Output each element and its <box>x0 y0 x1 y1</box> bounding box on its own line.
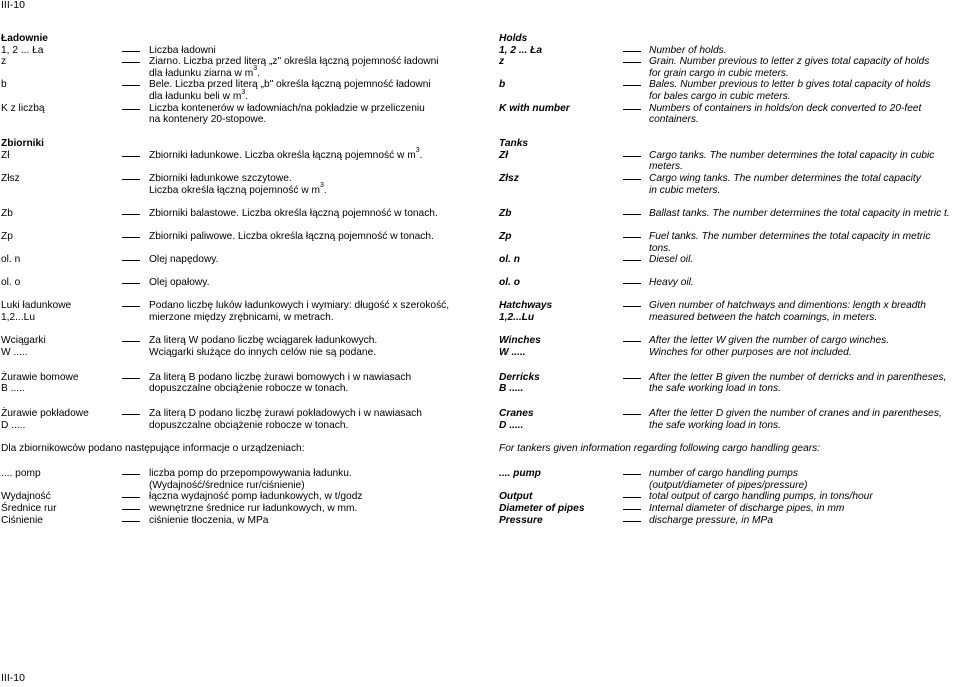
entry-wing-tanks <box>1 173 476 208</box>
description: discharge pressure, in MPa <box>649 514 774 526</box>
desc-line-2: dopuszczalne obciążenie robocze w tonach. <box>149 419 349 431</box>
entry-heavy-oil <box>499 277 960 300</box>
desc-line-2: for bales cargo in cubic meters. <box>649 90 791 102</box>
description: ciśnienie tłoczenia, w MPa <box>149 514 269 526</box>
term: Pressure <box>499 514 543 526</box>
superscript: 3 <box>253 65 258 73</box>
description <box>649 79 930 102</box>
desc-line-1: Bele. Liczba przed literą „b" określa łączną pojemność ładowni <box>149 79 431 91</box>
entry-output <box>499 491 960 503</box>
term: Zł <box>499 149 509 161</box>
description <box>149 103 425 126</box>
term: Diameter of pipes <box>499 503 585 515</box>
description: Internal diameter of discharge pipes, in mm <box>649 503 845 515</box>
term: ol. o <box>499 277 520 289</box>
term-line-2: W ..... <box>499 346 526 358</box>
description <box>149 372 411 395</box>
term-line-2: W ..... <box>1 346 28 358</box>
description <box>649 408 942 431</box>
desc-line-1: Bales. Number previous to letter b gives total capacity of holds <box>649 79 931 91</box>
dash <box>623 51 641 52</box>
description <box>149 408 422 431</box>
entry-ballast-tanks <box>499 208 960 231</box>
desc-line-1: Cargo wing tanks. The number determines the total capacity <box>649 172 921 184</box>
desc-line-1: Ziarno. Liczba przed literą „z" określa łączną pojemność ładowni <box>149 56 439 68</box>
dash <box>122 341 140 342</box>
term: Zp <box>499 230 512 242</box>
desc-line-1: Zbiorniki ładunkowe szczytowe. <box>149 172 292 184</box>
description: Heavy oil. <box>649 277 694 289</box>
superscript: 3 <box>241 88 246 96</box>
entry-output <box>1 491 476 503</box>
description: Number of holds. <box>649 44 727 56</box>
description <box>649 103 921 126</box>
term-line-1: Derricks <box>499 371 540 383</box>
entry-cranes <box>499 408 960 443</box>
term-line-1: Wciągarki <box>1 335 46 347</box>
entry-wing-tanks <box>499 173 960 208</box>
dash <box>122 179 140 180</box>
dash <box>623 214 641 215</box>
term: Zb <box>499 207 512 219</box>
desc-line-1: Zbiorniki ładunkowe. Liczba określa łączną pojemność w m <box>149 149 416 161</box>
dash <box>623 260 641 261</box>
desc-line-1: After the letter B given the number of derricks and in parentheses, <box>649 371 947 383</box>
term: b <box>499 79 506 91</box>
description: Liczba ładowni <box>149 44 216 56</box>
dash <box>122 260 140 261</box>
holds-heading: Ładownie <box>1 33 48 44</box>
entry-bale <box>499 79 960 102</box>
term-line-2: 1,2...Lu <box>1 312 35 324</box>
english-column <box>499 33 960 526</box>
dash <box>122 156 140 157</box>
term-line-2: D ..... <box>499 419 524 431</box>
entry-grain <box>1 56 476 79</box>
desc-line-2: tons. <box>649 242 672 254</box>
entry-hatchways <box>1 300 476 335</box>
dash <box>623 237 641 238</box>
description: Ziarno. Liczba przed literą „z" określa łączną pojemność ładowni dla ładunku ziarna w $m^3$. <box>149 56 439 79</box>
dash <box>623 85 641 86</box>
desc-line-1: Za literą D podano liczbę żurawi pokładowych i w nawiasach <box>149 408 422 420</box>
desc-line-2: meters. <box>649 161 683 173</box>
term: Złsz <box>1 172 20 184</box>
entry-fuel-tanks <box>499 231 960 254</box>
term: Średnice rur <box>1 503 57 515</box>
tankers-intro: For tankers given information regarding following cargo handling gears: <box>499 443 821 455</box>
desc-line-1: Given number of hatchways and dimentions: length x breadth <box>649 300 926 312</box>
entry-ballast-tanks <box>1 208 476 231</box>
entry-hatchways <box>499 300 960 335</box>
desc-line-1: Podano liczbę luków ładunkowych i wymiary: długość x szerokość, <box>149 300 450 312</box>
term: Złsz <box>499 172 519 184</box>
term <box>499 372 540 395</box>
dash <box>623 179 641 180</box>
entry-pipes <box>499 503 960 515</box>
term <box>1 335 46 358</box>
description: Zbiorniki paliwowe. Liczba określa łączną pojemność w tonach. <box>149 230 434 242</box>
dash <box>623 306 641 307</box>
term: ol. o <box>1 277 21 289</box>
entry-pressure <box>499 515 960 527</box>
entry-grain <box>499 56 960 79</box>
description: Bele. Liczba przed literą „b" określa łączną pojemność ładowni dla ładunku beli w $m^3$. <box>149 79 431 102</box>
description <box>649 372 946 395</box>
dash <box>122 214 140 215</box>
term-line-2: B ..... <box>1 383 25 395</box>
term: Zł <box>1 149 10 161</box>
entry-cargo-tanks <box>499 150 960 173</box>
desc-line-1: Grain. Number previous to letter z gives total capacity of holds <box>649 56 930 68</box>
desc-line-2: Wciągarki służące do innych celów nie są podane. <box>149 346 377 358</box>
dash <box>122 497 140 498</box>
entry-holds-count <box>499 45 960 57</box>
entry-cranes <box>1 408 476 443</box>
entry-holds-count <box>1 45 476 57</box>
description <box>649 300 926 323</box>
description <box>149 468 352 491</box>
entry-derricks <box>1 372 476 408</box>
desc-line-1: Za literą B podano liczbę żurawi bomowych i w nawiasach <box>149 371 412 383</box>
dash <box>623 156 641 157</box>
desc-line-2: the safe working load in tons. <box>649 383 781 395</box>
desc-line-2: mierzone między zrębnicami, w metrach. <box>149 312 334 324</box>
page-label-top: III-10 <box>1 0 25 11</box>
dash <box>122 62 140 63</box>
desc-line-2: (Wydajność/średnice rur/ciśnienie) <box>149 479 305 491</box>
term: 1, 2 ... Ła <box>1 44 44 56</box>
desc-line-2: measured between the hatch coamings, in meters. <box>649 312 878 324</box>
dash <box>623 283 641 284</box>
term <box>499 300 552 323</box>
desc-line-2: dla ładunku ziarna w m <box>149 67 254 79</box>
desc-line-2: Winches for other purposes are not included. <box>649 346 852 358</box>
description <box>649 150 934 173</box>
desc-line-2: Liczba określa łączną pojemność w m <box>149 184 320 196</box>
description: Zbiorniki ładunkowe. Liczba określa łączną pojemność w $m^3$. <box>149 147 423 161</box>
term: ol. n <box>499 254 520 266</box>
term-line-1: Winches <box>499 335 541 347</box>
dash <box>623 109 641 110</box>
entry-pumps <box>499 468 960 491</box>
dash <box>623 62 641 63</box>
entry-winches <box>1 335 476 371</box>
term-line-2: D ..... <box>1 419 26 431</box>
desc-line-2: na kontenery 20-stopowe. <box>149 114 267 126</box>
term <box>1 408 89 431</box>
desc-line-2: containers. <box>649 114 699 126</box>
term: K with number <box>499 102 570 114</box>
desc-line-1: Numbers of containers in holds/on deck converted to 20-feet <box>649 102 922 114</box>
page-label-bottom: III-10 <box>1 672 25 684</box>
holds-heading: Holds <box>499 33 528 44</box>
entry-diesel-oil <box>1 254 476 277</box>
dash <box>623 509 641 510</box>
dash <box>122 85 140 86</box>
description <box>649 231 930 254</box>
dash <box>623 414 641 415</box>
tanks-heading: Tanks <box>499 138 529 150</box>
entry-pipes <box>1 503 476 515</box>
dash <box>122 521 140 522</box>
desc-line-2: for grain cargo in cubic meters. <box>649 67 789 79</box>
superscript: 3 <box>415 147 420 155</box>
dash <box>623 521 641 522</box>
desc-line-2: dopuszczalne obciążenie robocze w tonach. <box>149 383 349 395</box>
desc-line-1: Liczba kontenerów w ładowniach/na pokładzie w przeliczeniu <box>149 102 425 114</box>
term-line-1: Żurawie pokładowe <box>1 408 89 420</box>
desc-line-1: number of cargo handling pumps <box>649 468 798 480</box>
term-line-1: Żurawie bomowe <box>1 371 79 383</box>
term <box>1 300 71 323</box>
desc-line-1: Cargo tanks. The number determines the total capacity in cubic <box>649 149 935 161</box>
description: Olej opałowy. <box>149 277 210 289</box>
term: z <box>499 56 505 68</box>
description: total output of cargo handling pumps, in tons/hour <box>649 491 873 503</box>
term: Zb <box>1 207 13 219</box>
term <box>499 408 534 431</box>
term: .... pump <box>499 468 541 480</box>
description <box>149 300 449 323</box>
term <box>499 335 541 358</box>
term-line-2: 1,2...Lu <box>499 312 535 324</box>
dash <box>122 283 140 284</box>
tankers-intro: Dla zbiornikowców podano następujące informacje o urządzeniach: <box>1 443 305 455</box>
desc-line-1: After the letter W given the number of cargo winches. <box>649 335 890 347</box>
entry-heavy-oil <box>1 277 476 300</box>
description <box>649 468 808 491</box>
dash <box>122 474 140 475</box>
desc-line-1: liczba pomp do przepompowywania ładunku. <box>149 468 352 480</box>
description: wewnętrzne średnice rur ładunkowych, w mm. <box>149 503 358 515</box>
spacer <box>1 126 476 138</box>
entry-winches <box>499 335 960 371</box>
term: Zp <box>1 230 13 242</box>
entry-cargo-tanks <box>1 147 476 173</box>
dash <box>623 474 641 475</box>
term: 1, 2 ... Ła <box>499 44 543 56</box>
dash <box>122 509 140 510</box>
description <box>649 173 921 196</box>
description: Olej napędowy. <box>149 254 219 266</box>
dash <box>122 237 140 238</box>
term-line-1: Luki ładunkowe <box>1 300 72 312</box>
dash <box>122 378 140 379</box>
tanks-heading: Zbiorniki <box>1 138 45 150</box>
entry-diesel-oil <box>499 254 960 277</box>
desc-line-2: the safe working load in tons. <box>649 419 781 431</box>
dash <box>122 414 140 415</box>
desc-line-2: (output/diameter of pipes/pressure) <box>649 479 808 491</box>
term: .... pomp <box>1 468 41 480</box>
entry-pressure <box>1 515 476 527</box>
superscript: 3 <box>320 182 324 190</box>
term: Output <box>499 491 533 503</box>
term: ol. n <box>1 254 21 266</box>
desc-line-1: Za literą W podano liczbę wciągarek ładunkowych. <box>149 335 378 347</box>
description: Zbiorniki balastowe. Liczba określa łączną pojemność w tonach. <box>149 207 438 219</box>
entry-derricks <box>499 372 960 408</box>
entry-bale <box>1 79 476 102</box>
term-line-2: B ..... <box>499 383 524 395</box>
description: Ballast tanks. The number determines the total capacity in metric t. <box>649 207 950 219</box>
desc-line-2: in cubic meters. <box>649 184 721 196</box>
description: Zbiorniki ładunkowe szczytowe. Liczba określa łączną pojemność w $m^3$. <box>149 172 327 196</box>
term: Wydajność <box>1 491 51 503</box>
entry-fuel-tanks <box>1 231 476 254</box>
desc-line-2: dla ładunku beli w m <box>149 90 242 102</box>
term <box>1 372 79 395</box>
dash <box>623 497 641 498</box>
dash <box>623 378 641 379</box>
dash <box>623 341 641 342</box>
entry-pumps <box>1 468 476 491</box>
term: K z liczbą <box>1 102 45 114</box>
entry-containers <box>1 103 476 126</box>
entry-containers <box>499 103 960 126</box>
dash <box>122 51 140 52</box>
spacer <box>499 126 960 138</box>
dash <box>122 306 140 307</box>
term: Ciśnienie <box>1 514 43 526</box>
term-line-1: Cranes <box>499 408 534 420</box>
description: Diesel oil. <box>649 254 694 266</box>
term: z <box>1 56 7 68</box>
term: b <box>1 79 7 91</box>
polish-column <box>1 33 476 526</box>
desc-line-1: After the letter D given the number of cranes and in parentheses, <box>649 408 942 420</box>
description <box>149 335 377 358</box>
dash <box>122 109 140 110</box>
desc-line-1: Fuel tanks. The number determines the total capacity in metric <box>649 230 931 242</box>
term-line-1: Hatchways <box>499 300 553 312</box>
description <box>649 335 889 358</box>
description: łączna wydajność pomp ładunkowych, w t/godz <box>149 491 363 503</box>
description <box>649 56 929 79</box>
